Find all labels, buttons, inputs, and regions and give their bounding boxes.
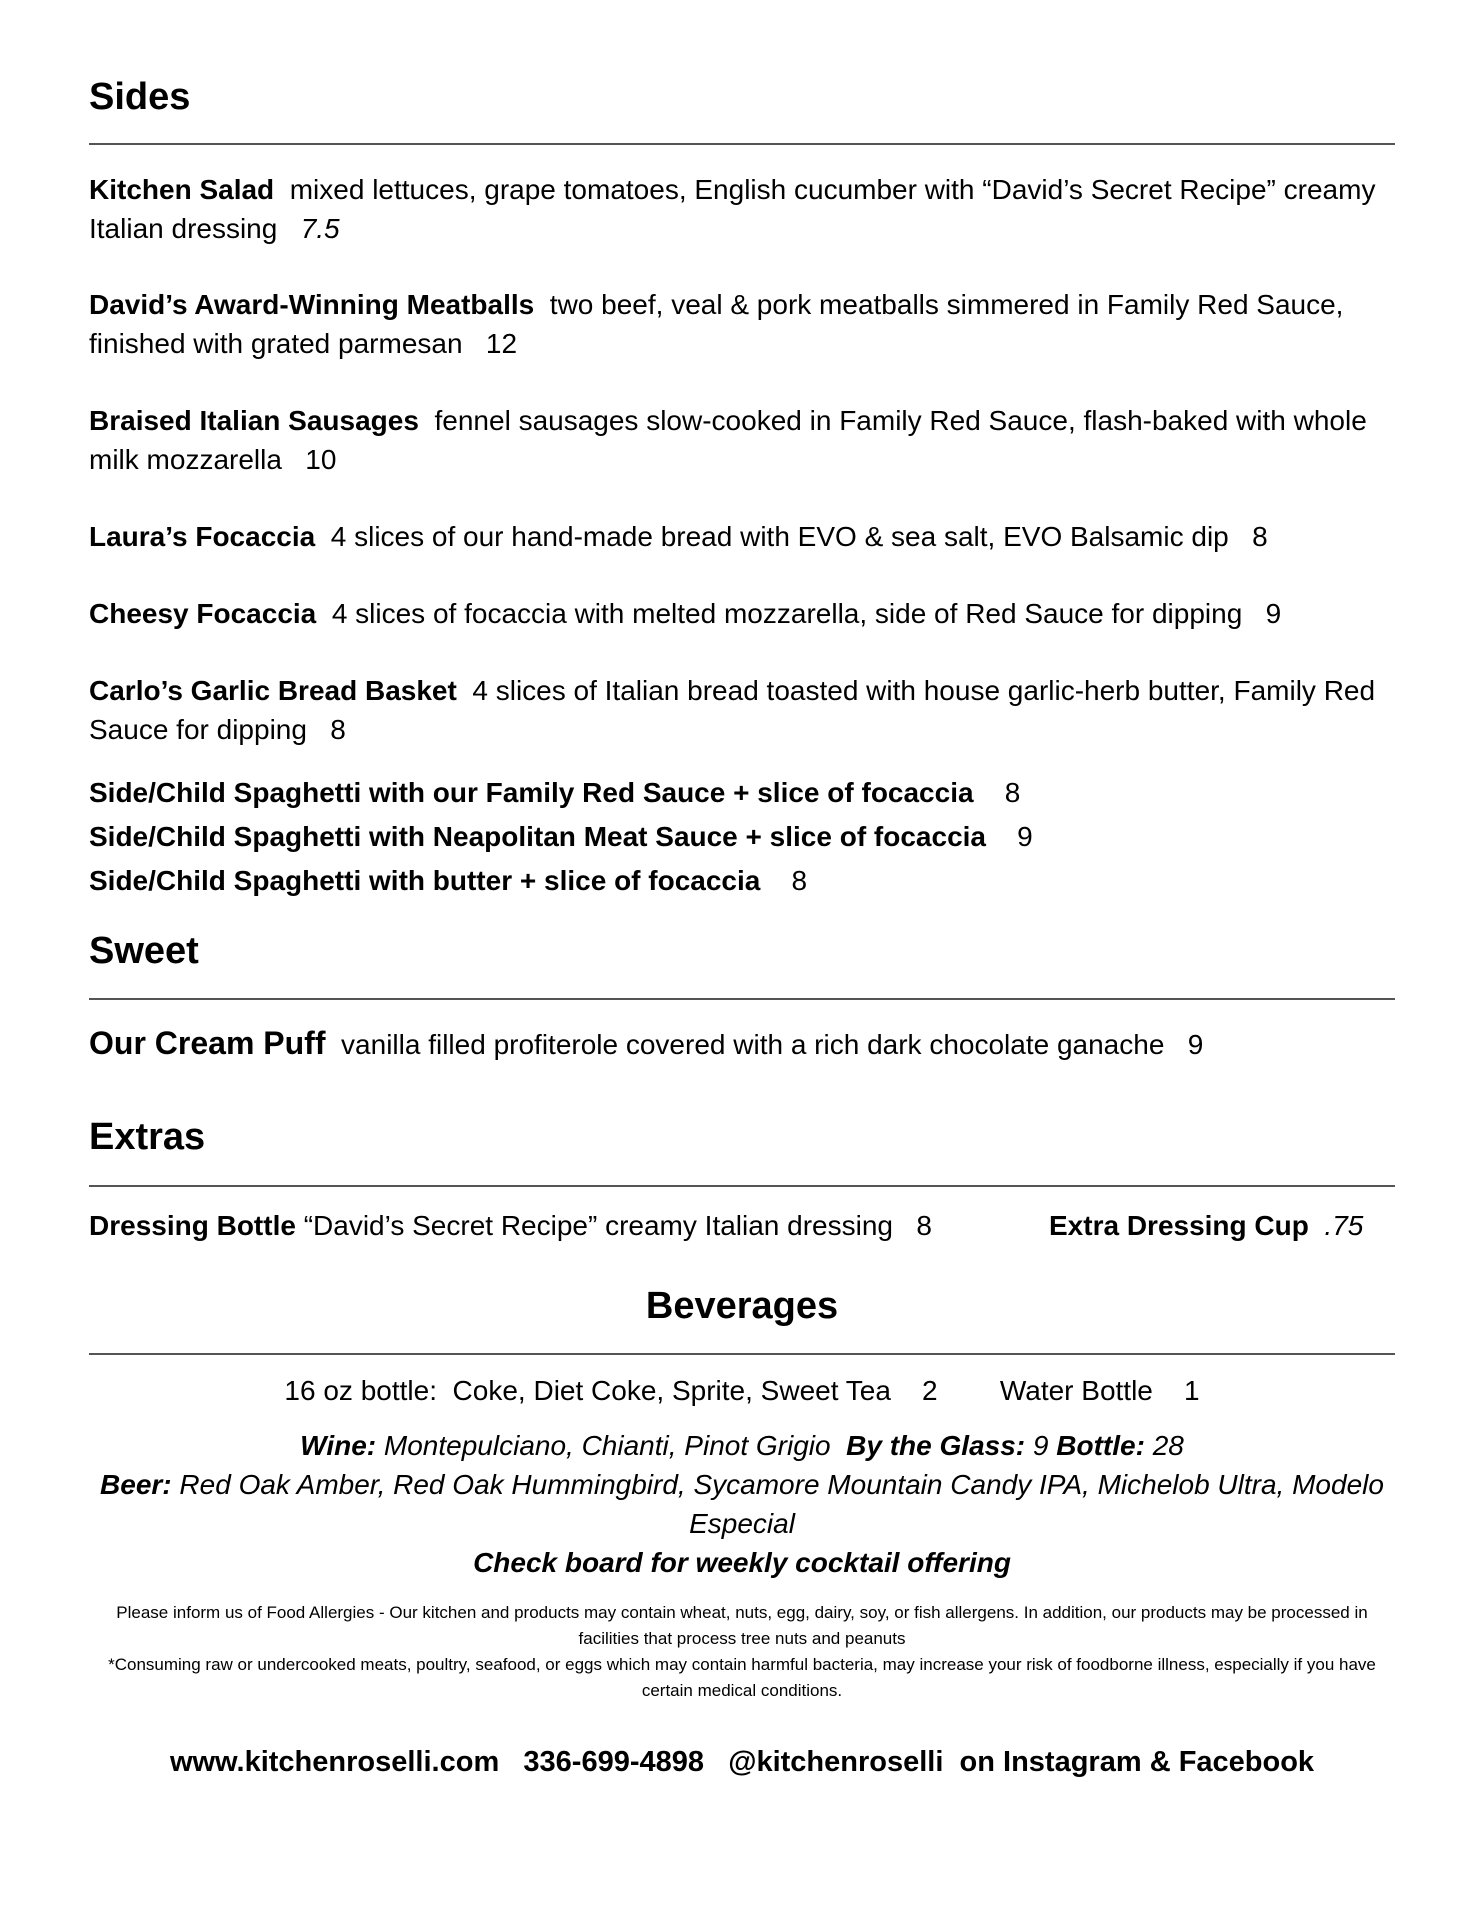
item-name: Carlo’s Garlic Bread Basket — [89, 675, 457, 706]
allergy-notice: Please inform us of Food Allergies - Our kitchen and products may contain wheat, nuts, egg, dairy, soy, or fish allergens. In addition, our products may be processed in facilities that process tree nuts and peanuts — [116, 1603, 1368, 1648]
extras-divider — [89, 1185, 1395, 1187]
item-name: Braised Italian Sausages — [89, 405, 419, 436]
glass-label: By the Glass: — [846, 1430, 1026, 1461]
item-price: 9 — [1265, 598, 1282, 629]
glass-price: 9 — [1032, 1430, 1049, 1461]
item-price: 8 — [1004, 777, 1021, 808]
menu-item-spaghetti-butter — [89, 861, 1395, 900]
water-price: 1 — [1184, 1375, 1200, 1406]
sides-divider — [89, 143, 1395, 145]
item-price: 9 — [1017, 821, 1033, 852]
wine-list: Montepulciano, Chianti, Pinot Grigio — [383, 1430, 831, 1461]
extras-heading: Extras — [89, 1116, 206, 1158]
beer-label: Beer: — [100, 1469, 172, 1500]
item-price: 12 — [485, 328, 518, 359]
beer-line — [79, 1465, 1405, 1543]
bottle-label: Bottle: — [1056, 1430, 1145, 1461]
menu-item-kitchen-salad — [89, 170, 1395, 248]
social-text: on Instagram & Facebook — [959, 1746, 1315, 1778]
menu-item-cream-puff — [89, 1024, 1395, 1064]
item-price: 9 — [1187, 1029, 1204, 1060]
wine-line — [89, 1426, 1395, 1465]
item-name: Extra Dressing Cup — [1049, 1210, 1309, 1241]
soda-label: 16 oz bottle: — [284, 1375, 437, 1406]
item-name: David’s Award-Winning Meatballs — [89, 289, 535, 320]
social-handle[interactable]: @kitchenroselli — [728, 1746, 944, 1778]
soda-price: 2 — [922, 1375, 938, 1406]
item-name: Side/Child Spaghetti with our Family Red Sauce + slice of focaccia — [89, 777, 974, 808]
item-desc: “David’s Secret Recipe” creamy Italian dressing — [303, 1210, 893, 1241]
menu-item-meatballs — [89, 285, 1395, 363]
item-desc: fennel sausages slow-cooked in Family Red Sauce, flash-baked with whole milk mozzarella — [89, 405, 1367, 475]
menu-item-dressing-bottle — [89, 1206, 932, 1245]
website-link[interactable]: www.kitchenroselli.com — [169, 1746, 500, 1778]
item-price: 8 — [916, 1210, 932, 1241]
contact-footer — [89, 1746, 1395, 1779]
item-name: Laura’s Focaccia — [89, 521, 316, 552]
item-name: Our Cream Puff — [89, 1025, 326, 1061]
item-desc: mixed lettuces, grape tomatoes, English cucumber with “David’s Secret Recipe” creamy Italian dressing — [89, 174, 1376, 244]
water-label: Water Bottle — [999, 1375, 1153, 1406]
beverages-divider — [89, 1353, 1395, 1355]
menu-item-cheesy-focaccia — [89, 594, 1395, 633]
sides-heading: Sides — [89, 76, 191, 118]
soda-line — [89, 1371, 1395, 1410]
sweet-divider — [89, 998, 1395, 1000]
cocktail-note: Check board for weekly cocktail offering — [473, 1547, 1011, 1578]
item-price: 7.5 — [300, 213, 340, 244]
wine-label: Wine: — [300, 1430, 377, 1461]
menu-item-lauras-focaccia — [89, 517, 1395, 556]
sweet-heading: Sweet — [89, 930, 199, 972]
item-desc: 4 slices of focaccia with melted mozzarella, side of Red Sauce for dipping — [331, 598, 1243, 629]
menu-item-spaghetti-meat — [89, 817, 1395, 856]
menu-item-sausages — [89, 401, 1395, 479]
item-desc: two beef, veal & pork meatballs simmered in Family Red Sauce, finished with grated parmesan — [89, 289, 1344, 359]
raw-food-notice: *Consuming raw or undercooked meats, poultry, seafood, or eggs which may contain harmful bacteria, may increase your risk of foodborne illness, especially if you have certain medical conditions. — [108, 1655, 1376, 1700]
item-price: 8 — [330, 714, 346, 745]
item-desc: vanilla filled profiterole covered with a rich dark chocolate ganache — [341, 1029, 1165, 1060]
menu-item-spaghetti-red — [89, 773, 1395, 812]
item-price: 10 — [305, 444, 337, 475]
soda-list: Coke, Diet Coke, Sprite, Sweet Tea — [452, 1375, 891, 1406]
item-name: Dressing Bottle — [89, 1210, 296, 1241]
item-price: 8 — [1252, 521, 1268, 552]
phone-number[interactable]: 336-699-4898 — [523, 1746, 705, 1778]
menu-item-dressing-cup — [1049, 1206, 1363, 1245]
item-price: .75 — [1324, 1210, 1364, 1241]
item-name: Cheesy Focaccia — [89, 598, 317, 629]
bottle-price: 28 — [1152, 1430, 1184, 1461]
item-name: Side/Child Spaghetti with butter + slice of focaccia — [89, 865, 761, 896]
beer-list: Red Oak Amber, Red Oak Hummingbird, Sycamore Mountain Candy IPA, Michelob Ultra, Modelo Especial — [179, 1469, 1384, 1539]
item-price: 8 — [791, 865, 808, 896]
item-desc: 4 slices of Italian bread toasted with house garlic-herb butter, Family Red Sauce for dipping — [89, 675, 1376, 745]
item-desc: 4 slices of our hand-made bread with EVO & sea salt, EVO Balsamic dip — [330, 521, 1229, 552]
menu-item-garlic-bread — [89, 671, 1395, 749]
item-name: Side/Child Spaghetti with Neapolitan Meat Sauce + slice of focaccia — [89, 821, 986, 852]
item-name: Kitchen Salad — [89, 174, 275, 205]
beverages-heading: Beverages — [645, 1285, 839, 1327]
